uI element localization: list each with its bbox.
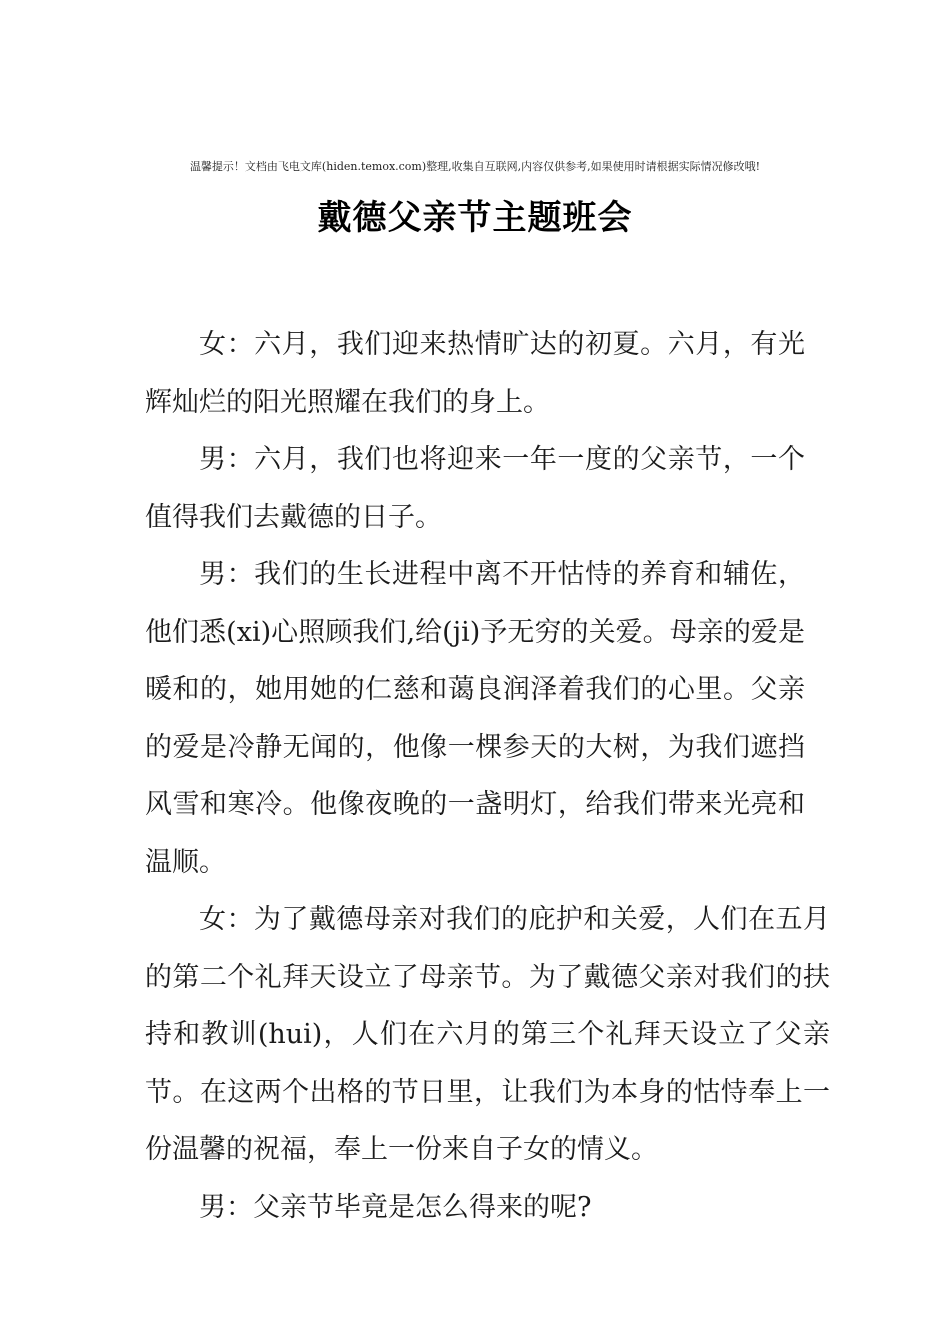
paragraph-3: 男：我们的生长进程中离不开怙恃的养育和辅佐，他们悉(xi)心照顾我们,给(ji)予无穷的关爱。母亲的爱是暖和的，她用她的仁慈和蔼良润泽着我们的心里。父亲的爱是冷静无闻的，他像一棵参天的大树，为我们遮挡风雪和寒冷。他像夜晚的一盏明灯，给我们带来光亮和温顺。 bbox=[145, 559, 805, 878]
paragraph-2: 男：六月，我们也将迎来一年一度的父亲节，一个值得我们去戴德的日子。 bbox=[145, 444, 805, 533]
header-note: 温馨提示！文档由飞电文库(hiden.temox.com)整理,收集自互联网,内容仅供参考,如果使用时请根据实际情况修改哦! bbox=[189, 160, 761, 173]
page-title: 戴德父亲节主题班会 bbox=[317, 198, 633, 238]
paragraph-5: 男：父亲节毕竟是怎么得来的呢? bbox=[199, 1191, 592, 1223]
paragraph-1: 女：六月，我们迎来热情旷达的初夏。六月，有光辉灿烂的阳光照耀在我们的身上。 bbox=[145, 329, 805, 418]
document-body bbox=[145, 316, 830, 1236]
paragraph-4: 女：为了戴德母亲对我们的庇护和关爱，人们在五月的第二个礼拜天设立了母亲节。为了戴德父亲对我们的扶持和教训(hui)，人们在六月的第三个礼拜天设立了父亲节。在这两个出格的节日里，让我们为本身的怙恃奉上一份温馨的祝福，奉上一份来自子女的情义。 bbox=[145, 904, 830, 1165]
